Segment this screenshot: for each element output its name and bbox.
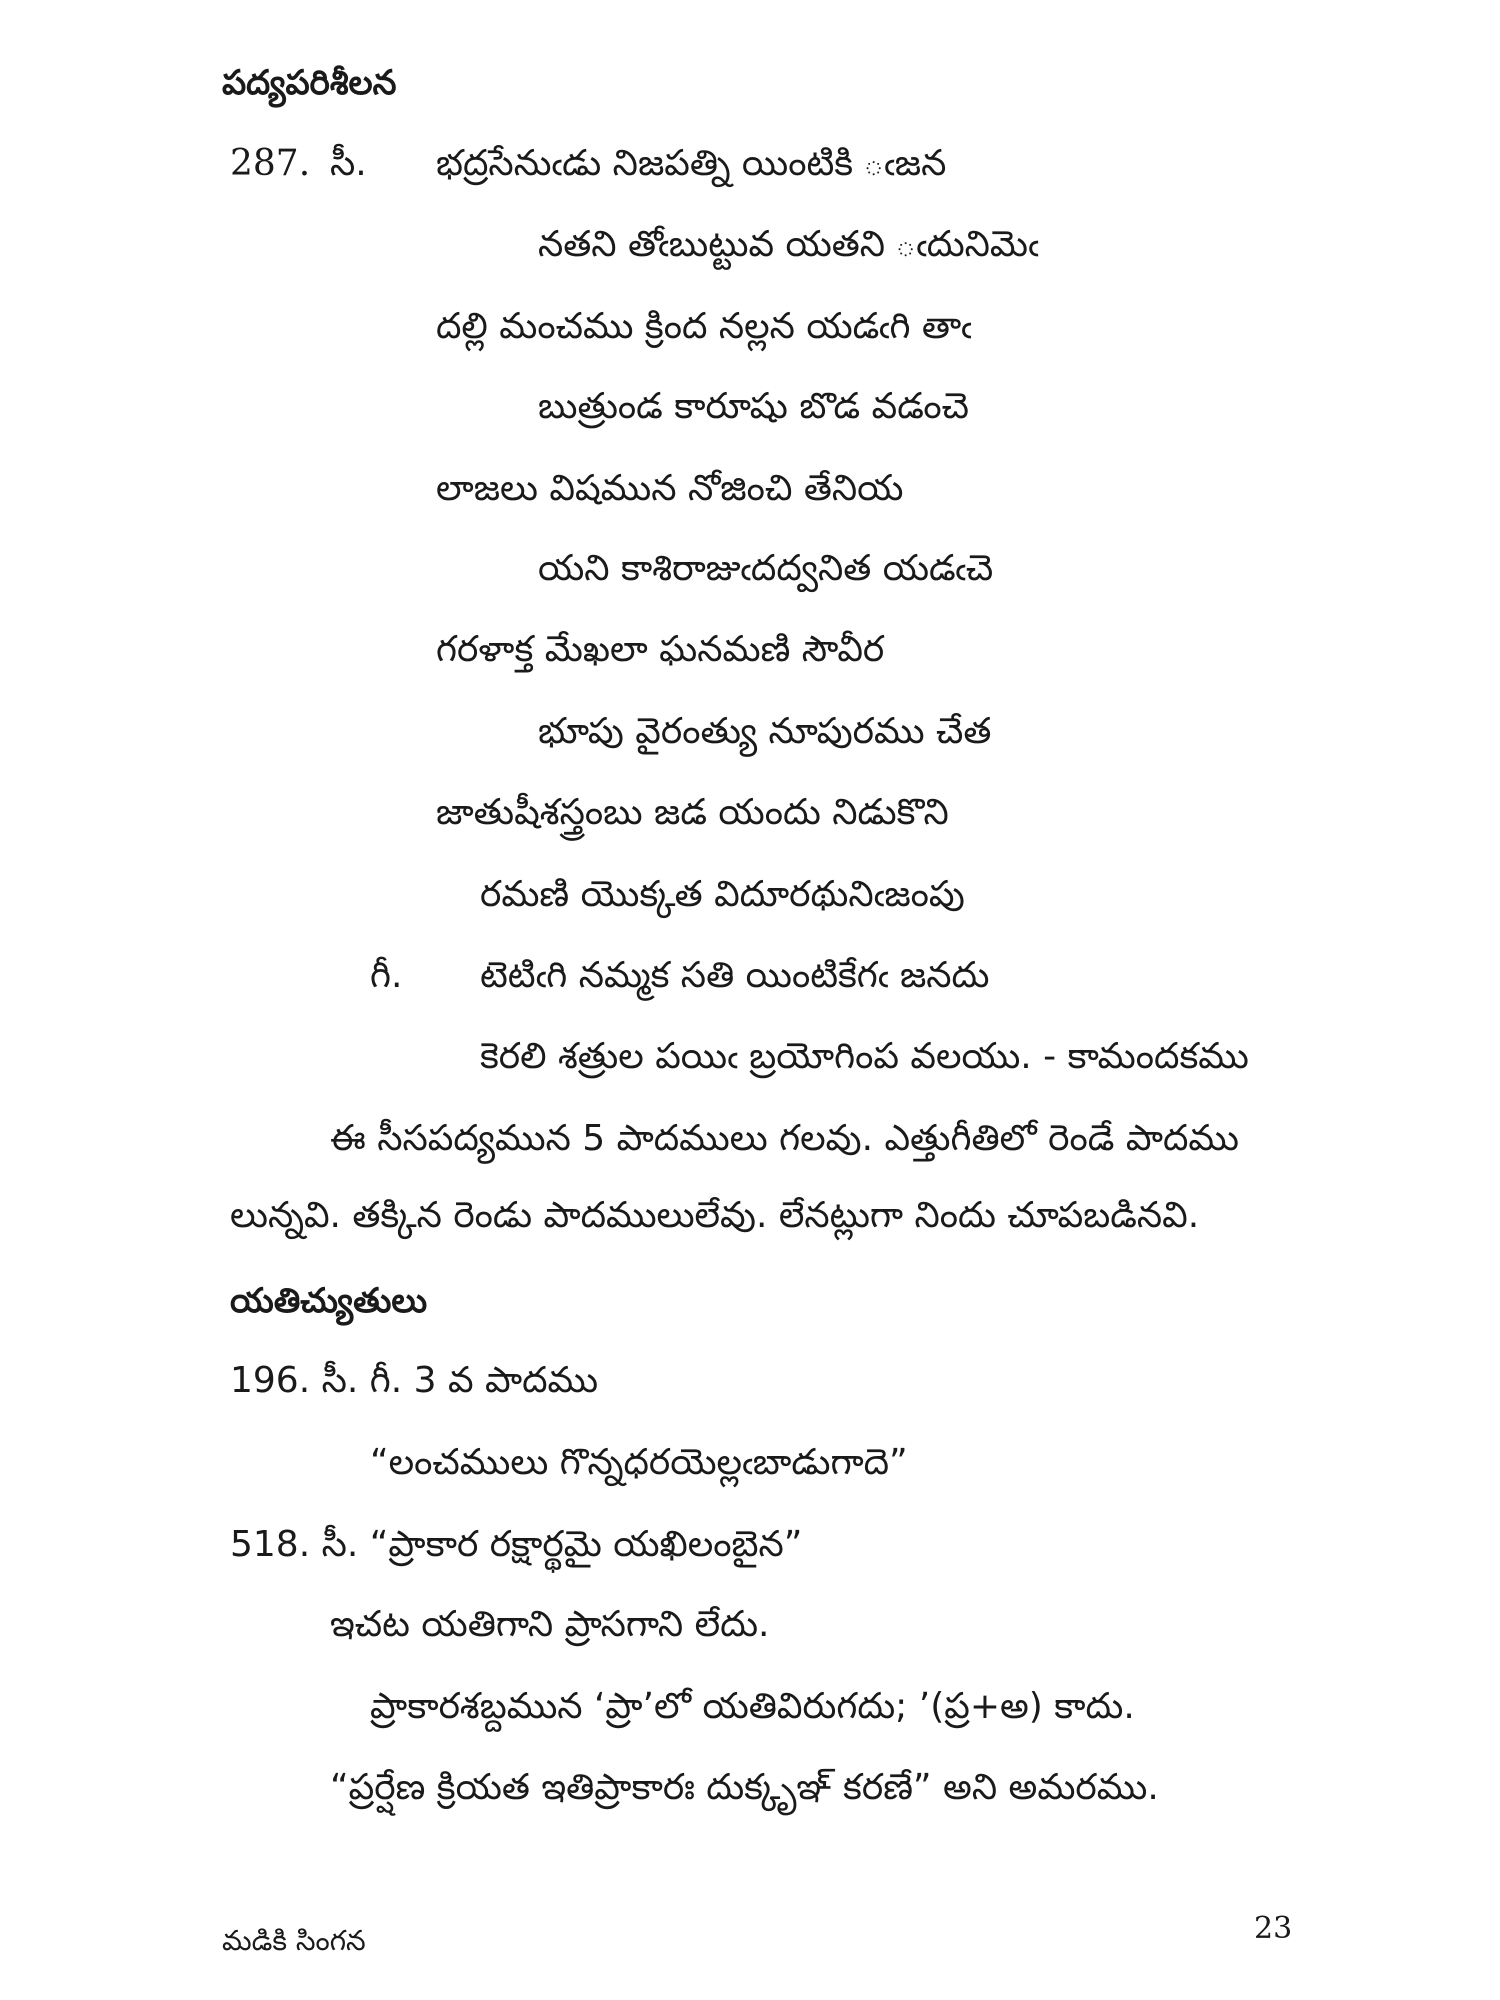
footer-author: మడికి సింగన bbox=[222, 1924, 366, 1957]
poem-line-10: రమణి యొక్కత విదూరథునిఁజంపు bbox=[480, 874, 965, 915]
poem-line-6: యని కాశిరాజుఁదద్వనిత యడఁచె bbox=[538, 548, 994, 589]
note-3: “ప్రర్షేణ క్రియత ఇతిప్రాకారః దుక్కృఞ్ కరణే” అని అమరము. bbox=[330, 1767, 1159, 1808]
section-heading-yatichyutulu: యతిచ్యుతులు bbox=[230, 1281, 428, 1321]
note-1: ఇచట యతిగాని ప్రాసగాని లేదు. bbox=[330, 1604, 770, 1645]
poem-line-2: నతని తోఁబుట్టువ యతని ఁదునిమెఁ bbox=[538, 224, 1039, 265]
entry-196: 196. సీ. గీ. 3 వ పాదము bbox=[230, 1360, 599, 1401]
poem-line-4: బుత్రుండ కారూషు బొడ వడంచె bbox=[538, 386, 969, 427]
poem-line-8: భూపు వైరంత్యు నూపురము చేత bbox=[538, 711, 992, 752]
poem-number: 287. bbox=[230, 143, 311, 184]
paragraph-line-1: ఈ సీసపద్యమున 5 పాదములు గలవు. ఎత్తుగీతిలో రెండే పాదము bbox=[330, 1118, 1239, 1159]
gita-line-1: టెటిఁగి నమ్మక సతి యింటికేగఁ జనదు bbox=[480, 955, 990, 996]
poem-line-7: గరళాక్త మేఖలా ఘనమణి సౌవీర bbox=[436, 629, 885, 670]
entry-518: 518. సీ. “ప్రాకార రక్షార్థమై యఖిలంబైన” bbox=[230, 1524, 803, 1565]
poem-line-3: దల్లి మంచము క్రింద నల్లన యడఁగి తాఁ bbox=[436, 306, 972, 347]
poem-line-9: జాతుషీశస్త్రంబు జడ యందు నిడుకొని bbox=[436, 792, 949, 833]
gita-line-2: కెరలి శత్రుల పయిఁ బ్రయోగింప వలయు. - కామందకము bbox=[480, 1036, 1249, 1077]
note-2: ప్రాకారశబ్దమున ‘ప్రా’లో యతివిరుగదు; ’(ప్ర+అ) కాదు. bbox=[370, 1686, 1135, 1727]
gita-label: గీ. bbox=[370, 955, 403, 996]
section-heading-padyaparisheelana: పద్యపరిశీలన bbox=[222, 63, 397, 103]
paragraph-line-2: లున్నవి. తక్కిన రెండు పాదములులేవు. లేనట్లుగా నిందు చూపబడినవి. bbox=[230, 1195, 1200, 1236]
poem-line-5: లాజలు విషమున నోజించి తేనియ bbox=[436, 468, 904, 509]
poem-line-1: భద్రసేనుఁడు నిజపత్ని యింటికి ఁజన bbox=[436, 143, 947, 184]
quote-196: “లంచములు గొన్నధరయెల్లఁబాడుగాదె” bbox=[370, 1442, 908, 1483]
page-number: 23 bbox=[1254, 1911, 1293, 1946]
sisa-label: సీ. bbox=[330, 143, 367, 184]
